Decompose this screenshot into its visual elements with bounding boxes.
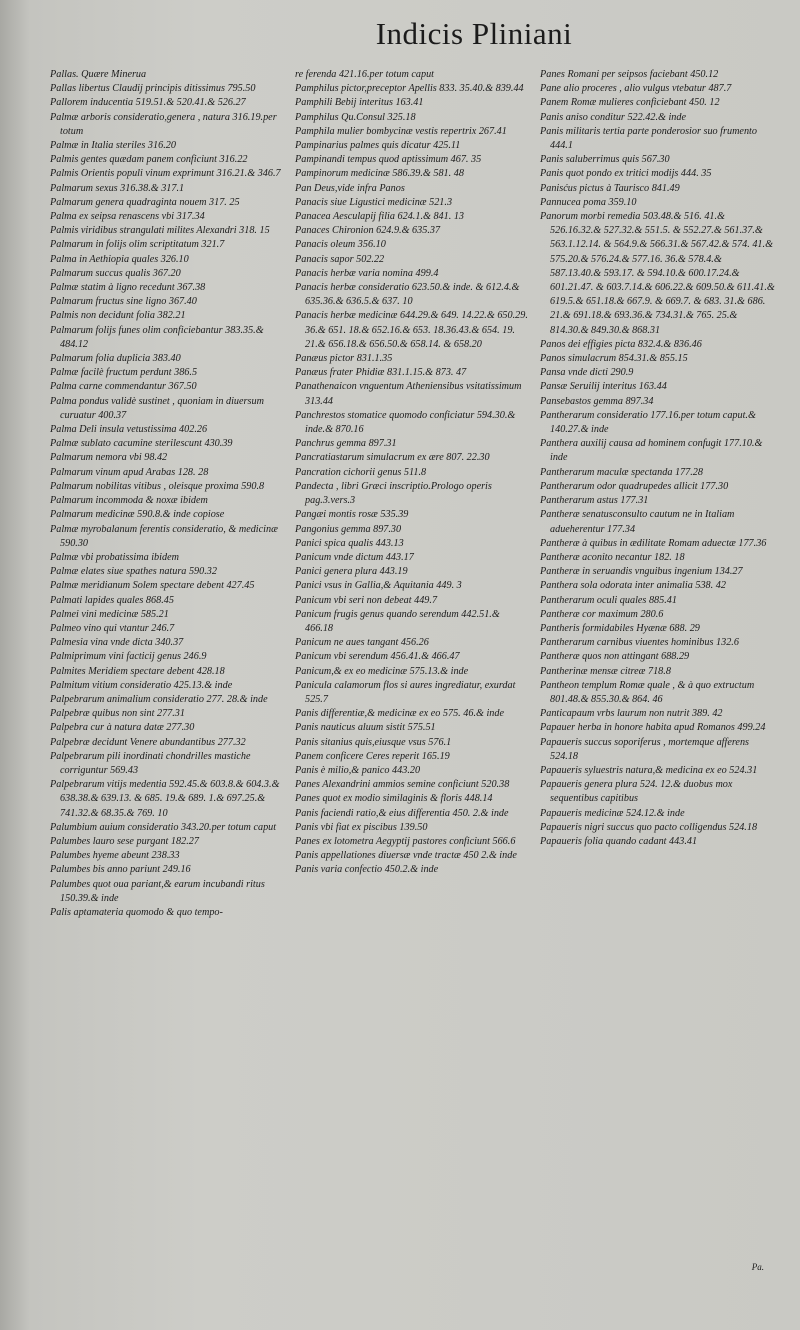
index-entry: Panacis herbæ consideratio 623.50.& inde. & 612.4.& 635.36.& 636.5.& 637. 10 [295, 282, 520, 308]
index-entry: Panæus frater Phidiæ 831.1.15.& 873. 47 [295, 367, 467, 379]
index-entry: Panis differentiæ,& medicinæ ex eo 575. 46.& inde [295, 708, 504, 720]
index-entry: Palmarum in folijs olim scriptitatum 321.7 [50, 239, 225, 251]
index-entry: Palmæ arboris consideratio,genera , natura 316.19.per totum [50, 111, 277, 137]
catchword: Pa. [751, 1262, 764, 1272]
index-entry: Palmis Orientis populi vinum exprimunt 316.21.& 346.7 [50, 168, 281, 180]
index-entry: Palmæ sublato cacumine sterilescunt 430.39 [50, 438, 233, 450]
index-column-1 [50, 68, 285, 920]
index-entry: Palma ex seipsa renascens vbi 317.34 [50, 211, 205, 223]
index-entry: Panis vbi fiat ex piscibus 139.50 [295, 821, 428, 833]
index-entry: Panorum morbi remedia 503.48.& 516. 41.& 526.16.32.& 527.32.& 551.5. & 552.27.& 561.37.& 563.1.12.14. & 564.9.& 566.31.& 567.42.& 574. 41.& 575.20.& 576.24.& 577.16. 36.& 578.4.& 587.13.40.& 593.17. & 594.10.& 600.17.24.& 601.21.47. & 603.7.14.& 606.22.& 609.50.& 611.41.& 619.5.& 651.18.& 667.9. & 669.7. & 683. 31.& 686. 21.& 691.18.& 693.36.& 734.31.& 765. 25.& 814.30.& 849.30.& 868.31 [540, 211, 775, 336]
index-entry: Palmiprimum vini facticij genus 246.9 [50, 651, 207, 663]
index-entry: Pannucea poma 359.10 [540, 196, 637, 208]
index-entry: Pantherarum maculæ spectanda 177.28 [540, 466, 703, 478]
index-entry: Pan Deus,vide infra Panos [295, 182, 405, 194]
index-entry: Palmarum nobilitas vitibus , oleisque proxima 590.8 [50, 480, 265, 492]
index-entry: Pampinorum medicinæ 586.39.& 581. 48 [295, 168, 464, 180]
index-entry: Pantheræ in seruandis vnguibus ingenium 134.27 [540, 566, 743, 578]
index-entry: Panacis oleum 356.10 [295, 239, 386, 251]
index-entry: Papaueris folia quando cadant 443.41 [540, 835, 698, 847]
index-entry: re ferenda 421.16.per totum caput [295, 69, 435, 80]
index-entry: Panis quot pondo ex tritici modijs 444. 35 [540, 168, 712, 180]
index-entry: Palmeo vino qui vtantur 246.7 [50, 622, 175, 634]
index-entry: Pantherarum oculi quales 885.41 [540, 594, 677, 606]
index-entry: Panis aniso conditur 522.42.& inde [540, 111, 687, 123]
index-entry: Palmæ statim à ligno recedunt 367.38 [50, 282, 206, 294]
index-entry: Pantheræ cor maximum 280.6 [540, 608, 664, 620]
index-entry: Pantherarum carnibus viuentes hominibus 132.6 [540, 637, 739, 649]
index-entry: Pantherarum odor quadrupedes allicit 177.30 [540, 480, 729, 492]
index-entry: Palmei vini medicinæ 585.21 [50, 608, 169, 620]
index-entry: Palmarum sexus 316.38.& 317.1 [50, 182, 185, 194]
index-entry: Panes quot ex modio similaginis & floris 448.14 [295, 793, 493, 805]
index-entry: Palumbes bis anno pariunt 249.16 [50, 864, 191, 876]
index-entry: Panchrestos stomatice quomodo conficiatur 594.30.& inde.& 870.16 [295, 409, 516, 436]
index-entry: Pantheon templum Romæ quale , & à quo extructum 801.48.& 855.30.& 864. 46 [540, 679, 755, 705]
index-entry: Pantherarum consideratio 177.16.per totum caput.& 140.27.& inde [540, 409, 756, 436]
index-entry: Panacis herbæ medicinæ 644.29.& 649. 14.22.& 650.29. 36.& 651. 18.& 652.16.& 653. 18.36.43.& 654. 19. 21.& 656.18.& 656.50.& 658.14. & 658.20 [295, 310, 528, 350]
index-entry: Pamphilus Qu.Consul 325.18 [295, 111, 416, 123]
index-entry: Pansa vnde dicti 290.9 [540, 367, 634, 379]
index-entry: Palmis gentes quædam panem conficiunt 316.22 [50, 154, 248, 166]
index-entry: Palmarum incommoda & noxæ ibidem [50, 495, 208, 507]
index-entry: Panes Romani per seipsos faciebant 450.12 [540, 69, 719, 80]
index-entry: Papaueris genera plura 524. 12.& duobus mox sequentibus capitibus [540, 779, 733, 805]
index-column-3 [540, 68, 775, 920]
index-entry: Panchrus gemma 897.31 [295, 438, 397, 450]
index-entry: Pantherinæ mensæ citreæ 718.8 [540, 665, 671, 677]
index-entry: Palpebrarum pili inordinati chondrilles mastiche corriguntur 569.43 [50, 750, 251, 776]
index-entry: Panacis herbæ varia nomina 499.4 [295, 267, 439, 279]
index-entry: Palmarum fructus sine ligno 367.40 [50, 296, 197, 308]
index-entry: Pampinarius palmes quis dicatur 425.11 [295, 140, 461, 152]
index-entry: Pangonius gemma 897.30 [295, 523, 402, 535]
index-entry: Palpebra cur à natura datæ 277.30 [50, 722, 195, 734]
index-entry: Palmati lapides quales 868.45 [50, 594, 174, 606]
index-entry: Pampinandi tempus quod aptissimum 467. 35 [295, 154, 482, 166]
index-entry: Pansæ Seruilij interitus 163.44 [540, 381, 667, 393]
index-entry: Panis saluberrimus quis 567.30 [540, 154, 670, 166]
index-entry: Palmarum vinum apud Arabas 128. 28 [50, 466, 209, 478]
index-entry: Palma in Aethiopia quales 326.10 [50, 253, 189, 265]
index-entry: Panicum vbi serendum 456.41.& 466.47 [295, 651, 460, 663]
index-entry: Pansebastos gemma 897.34 [540, 395, 654, 407]
index-entry: Panici spica qualis 443.13 [295, 537, 404, 549]
index-entry: Palmesia vina vnde dicta 340.37 [50, 637, 184, 649]
index-entry: Panaces Chironion 624.9.& 635.37 [295, 225, 441, 237]
index-entry: Pantheræ à quibus in ædilitate Romam aduectæ 177.36 [540, 537, 767, 549]
index-entry: Panes ex lotometra Aegyptij pastores conficiunt 566.6 [295, 835, 516, 847]
index-entry: Pancration cichorii genus 511.8 [295, 466, 427, 478]
index-entry: Panicum ne aues tangant 456.26 [295, 637, 429, 649]
index-entry: Palpebrarum animalium consideratio 277. 28.& inde [50, 693, 268, 705]
index-entry: Palma Deli insula vetustissima 402.26 [50, 424, 208, 436]
index-entry: Panicum,& ex eo medicinæ 575.13.& inde [295, 665, 469, 677]
index-entry: Palmarum folia duplicia 383.40 [50, 353, 181, 365]
index-entry: Palumbes quot oua pariant,& earum incubandi ritus 150.39.& inde [50, 878, 265, 904]
index-entry: Panici vsus in Gallia,& Aquitania 449. 3 [295, 580, 462, 592]
index-entry: Panis faciendi ratio,& eius differentia 450. 2.& inde [295, 807, 509, 819]
index-entry: Pantherarum astus 177.31 [540, 495, 649, 507]
index-entry: Panem conficere Ceres reperit 165.19 [295, 750, 450, 762]
index-entry: Palmæ elates siue spathes natura 590.32 [50, 566, 217, 578]
index-entry: Panicum vnde dictum 443.17 [295, 551, 414, 563]
index-entry: Pantheræ aconito necantur 182. 18 [540, 551, 685, 563]
index-entry: Pallas. Quære Minerua [50, 69, 147, 80]
index-entry: Palpebræ decidunt Venere abundantibus 277.32 [50, 736, 246, 748]
index-entry: Panici genera plura 443.19 [295, 566, 408, 578]
index-entry: Panis sitanius quis,eiusque vsus 576.1 [295, 736, 452, 748]
index-entry: Pamphilus pictor,preceptor Apellis 833. 35.40.& 839.44 [295, 83, 524, 95]
index-entry: Panem Romæ mulieres conficiebant 450. 12 [540, 97, 720, 109]
index-entry: Palmæ myrobalanum ferentis consideratio, & medicinæ 590.30 [50, 523, 278, 549]
index-entry: Pantheris formidabiles Hyænæ 688. 29 [540, 622, 700, 634]
index-entry: Panacis siue Ligustici medicinæ 521.3 [295, 196, 453, 208]
index-entry: Papauer herba in honore habita apud Romanos 499.24 [540, 722, 766, 734]
index-entry: Palmæ meridianum Solem spectare debent 427.45 [50, 580, 255, 592]
index-entry: Panicum vbi seri non debeat 449.7 [295, 594, 438, 606]
index-entry: Palpebrarum vitijs medentia 592.45.& 603.8.& 604.3.& 638.38.& 639.13. & 685. 19.& 689. 1.& 697.25.& 741.32.& 68.35.& 769. 10 [50, 779, 280, 819]
index-entry: Palmites Meridiem spectare debent 428.18 [50, 665, 225, 677]
index-entry: Panis è milio,& panico 443.20 [295, 764, 421, 776]
index-entry: Palmarum genera quadraginta nouem 317. 25 [50, 196, 240, 208]
index-entry: Panicum frugis genus quando serendum 442.51.& 466.18 [295, 608, 500, 634]
index-entry: Palmæ vbi probatissima ibidem [50, 551, 179, 563]
index-entry: Palmis viridibus strangulati milites Alexandri 318. 15 [50, 225, 270, 237]
index-entry: Pamphili Bebij interitus 163.41 [295, 97, 424, 109]
index-entry: Pandecta , libri Græci inscriptio.Prologo operis pag.3.vers.3 [295, 480, 492, 507]
index-column-2 [295, 68, 530, 920]
index-entry: Palmitum vitium consideratio 425.13.& inde [50, 679, 233, 691]
index-entry: Papaueris syluestris natura,& medicina ex eo 524.31 [540, 764, 758, 776]
index-entry: Panacea Aesculapij filia 624.1.& 841. 13 [295, 211, 465, 223]
index-entry: Palmarum succus qualis 367.20 [50, 267, 181, 279]
index-entry: Panes Alexandrini ammios semine conficiunt 520.38 [295, 779, 510, 791]
index-entry: Palmæ in Italia steriles 316.20 [50, 140, 176, 152]
index-entry: Pamphila mulier bombycinæ vestis repertrix 267.41 [295, 125, 507, 137]
index-entry: Panis nauticus aluum sistit 575.51 [295, 722, 436, 734]
index-entry: Pallas libertus Claudij principis ditissimus 795.50 [50, 83, 256, 95]
index-columns [50, 68, 778, 920]
index-entry: Palmis non decidunt folia 382.21 [50, 310, 186, 322]
index-entry: Palis aptamateria quomodo & quo tempo- [50, 906, 223, 918]
index-entry: Panis varia confectio 450.2.& inde [295, 864, 439, 876]
index-entry: Papaueris medicinæ 524.12.& inde [540, 807, 685, 819]
index-entry: Pantheræ quos non attingant 688.29 [540, 651, 690, 663]
index-entry: Palmarum folijs funes olim conficiebantur 383.35.& 484.12 [50, 324, 264, 350]
index-entry: Panisćus pictus à Taurisco 841.49 [540, 182, 680, 194]
index-entry: Pallorem inducentia 519.51.& 520.41.& 526.27 [50, 97, 246, 109]
index-entry: Pancratiastarum simulacrum ex ære 807. 22.30 [295, 452, 490, 464]
index-entry: Panicula calamorum flos si aures ingrediatur, exurdat 525.7 [295, 679, 516, 705]
index-entry: Panos simulacrum 854.31.& 855.15 [540, 353, 688, 365]
index-entry: Pantheræ senatusconsulto cautum ne in Italiam adueherentur 177.34 [540, 509, 735, 535]
index-entry: Palumbium auium consideratio 343.20.per totum caput [50, 821, 277, 833]
page-title: Indicis Pliniani [375, 16, 573, 51]
index-entry: Panis militaris tertia parte ponderosior suo frumento 444.1 [540, 125, 757, 152]
index-entry: Panathenaicon vnguentum Atheniensibus vsitatissimum 313.44 [295, 381, 522, 407]
index-entry: Pane alio proceres , alio vulgus vtebatur 487.7 [540, 83, 732, 95]
index-entry: Palumbes lauro sese purgant 182.27 [50, 835, 199, 847]
index-entry: Palumbes hyeme abeunt 238.33 [50, 850, 180, 862]
index-entry: Panos dei effigies picta 832.4.& 836.46 [540, 338, 702, 350]
index-entry: Palmarum nemora vbi 98.42 [50, 452, 168, 464]
index-entry: Pangæi montis rosæ 535.39 [295, 509, 409, 521]
index-entry: Panthera sola odorata inter animalia 538. 42 [540, 580, 726, 592]
index-entry: Papaueris nigri succus quo pacto colligendus 524.18 [540, 821, 758, 833]
index-entry: Panacis sapor 502.22 [295, 253, 385, 265]
index-entry: Palma pondus validè sustinet , quoniam in diuersum curuatur 400.37 [50, 395, 264, 421]
index-entry: Panis appellationes diuersæ vnde tractæ 450 2.& inde [295, 850, 517, 862]
index-entry: Panticapaum vrbs laurum non nutrit 389. 42 [540, 708, 723, 720]
index-entry: Panthera auxilij causa ad hominem confugit 177.10.& inde [540, 438, 763, 464]
index-entry: Papaueris succus soporiferus , mortemque afferens 524.18 [540, 736, 750, 762]
index-entry: Palma carne commendantur 367.50 [50, 381, 197, 393]
index-entry: Palmarum medicinæ 590.8.& inde copiose [50, 509, 225, 521]
index-entry: Palpebræ quibus non sint 277.31 [50, 708, 185, 720]
index-entry: Palmæ facilè fructum perdunt 386.5 [50, 367, 198, 379]
index-entry: Panæus pictor 831.1.35 [295, 353, 393, 365]
